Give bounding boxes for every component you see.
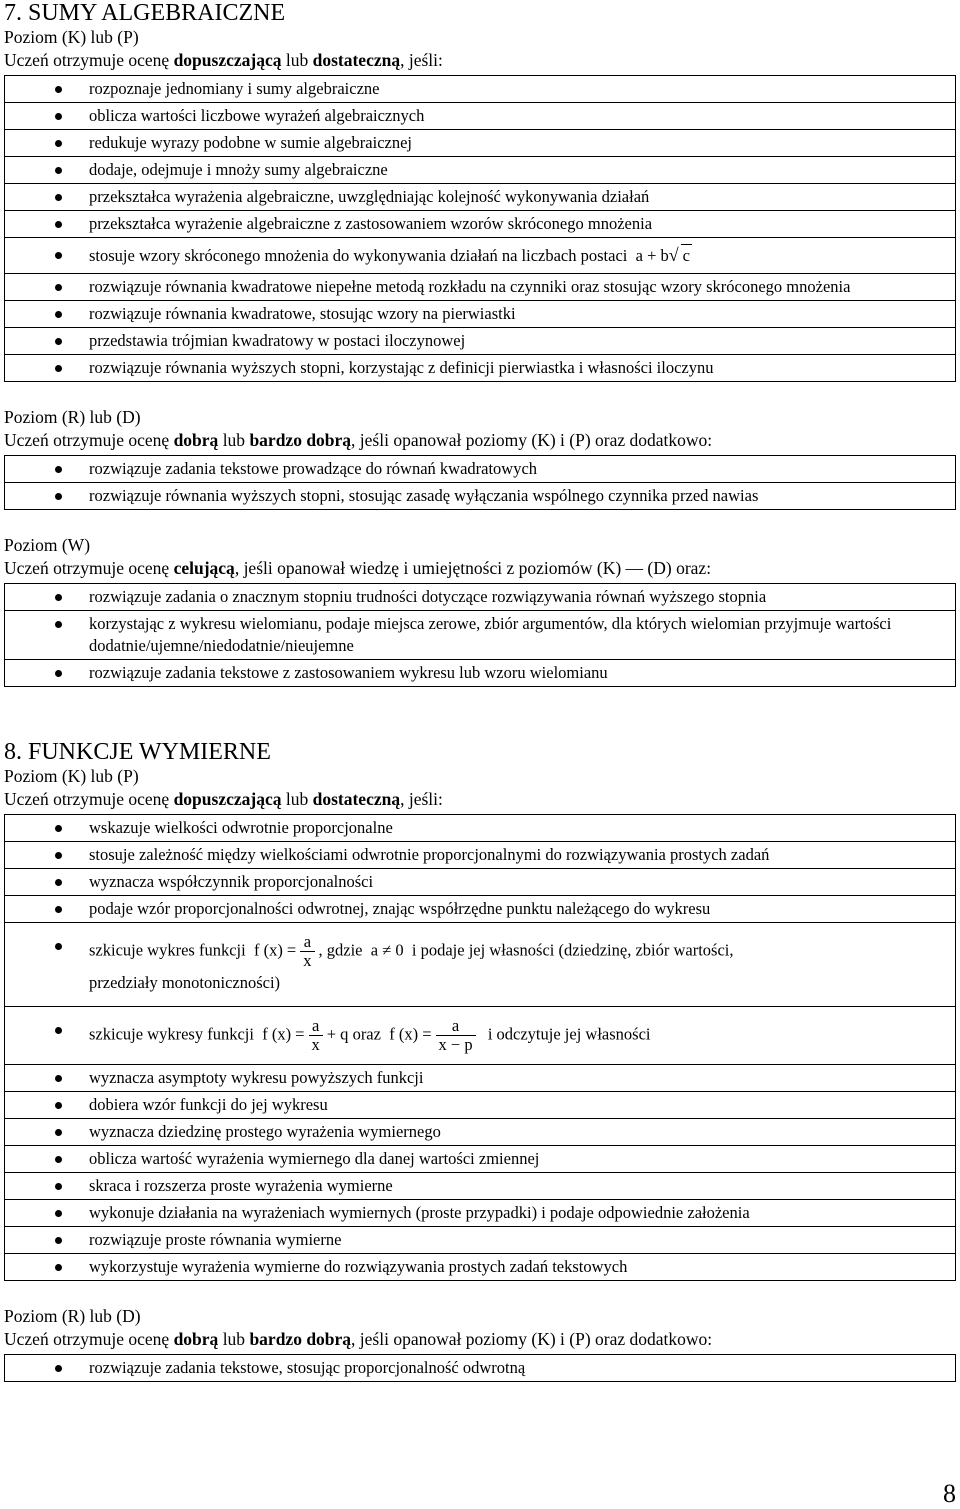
list-item: wyznacza asymptoty wykresu powyższych funkcji	[5, 1065, 955, 1092]
bullet-icon	[55, 879, 62, 886]
list-item: rozpoznaje jednomiany i sumy algebraiczne	[5, 76, 955, 103]
bullet-icon	[55, 1264, 62, 1271]
level-heading: Poziom (R) lub (D)	[4, 407, 141, 427]
criteria-table	[4, 455, 956, 510]
bullet-icon	[55, 670, 62, 677]
bullet-icon	[55, 1129, 62, 1136]
list-item: rozwiązuje zadania o znacznym stopniu trudności dotyczące rozwiązywania równań wyższego stopnia	[5, 584, 955, 611]
list-item: przekształca wyrażenia algebraiczne, uwzględniając kolejność wykonywania działań	[5, 184, 955, 211]
bullet-icon	[55, 466, 62, 473]
level-intro: Uczeń otrzymuje ocenę dopuszczającą lub dostateczną, jeśli:	[4, 789, 443, 809]
fraction: $\frac{a}{x - p}$	[436, 1017, 476, 1054]
fraction: $\frac{a}{x}$	[309, 1017, 323, 1054]
level-heading: Poziom (R) lub (D)	[4, 1306, 141, 1326]
list-item-formula: stosuje wzory skróconego mnożenia do wykonywania działań na liczbach postaci a + b√ c	[5, 238, 955, 274]
bullet-icon	[55, 113, 62, 120]
criteria-table	[4, 1354, 956, 1382]
page-number: 8	[943, 1479, 956, 1508]
bullet-icon	[55, 194, 62, 201]
section-7-title: 7. SUMY ALGEBRAICZNE	[4, 0, 286, 26]
list-item: rozwiązuje równania wyższych stopni, korzystając z definicji pierwiastka i własności iloczynu	[5, 355, 955, 381]
bullet-icon	[55, 1102, 62, 1109]
formula: a + b√ c	[635, 245, 690, 265]
list-item: wykonuje działania na wyrażeniach wymiernych (proste przypadki) i podaje odpowiednie założenia	[5, 1200, 955, 1227]
bullet-icon	[55, 86, 62, 93]
bullet-icon	[55, 1210, 62, 1217]
level-heading: Poziom (K) lub (P)	[4, 27, 139, 47]
list-item-formula: szkicuje wykres funkcji f (x) = $\frac{a}{x}$ , gdzie a ≠ 0 i podaje jej własności (dziedzinę, zbiór wartości, przedziały monotoniczności)	[5, 923, 955, 1007]
list-item: rozwiązuje równania kwadratowe, stosując wzory na pierwiastki	[5, 301, 955, 328]
criteria-table	[4, 583, 956, 687]
list-item: rozwiązuje zadania tekstowe prowadzące do równań kwadratowych	[5, 456, 955, 483]
list-item: wskazuje wielkości odwrotnie proporcjonalne	[5, 815, 955, 842]
bullet-icon	[55, 943, 62, 950]
bullet-icon	[55, 1237, 62, 1244]
list-item: stosuje zależność między wielkościami odwrotnie proporcjonalnymi do rozwiązywania prostych zadań	[5, 842, 955, 869]
list-item: rozwiązuje równania kwadratowe niepełne metodą rozkładu na czynniki oraz stosując wzory skróconego mnożenia	[5, 274, 955, 301]
bullet-icon	[55, 852, 62, 859]
bullet-icon	[55, 906, 62, 913]
bullet-icon	[55, 594, 62, 601]
level-intro: Uczeń otrzymuje ocenę celującą, jeśli opanował wiedzę i umiejętności z poziomów (K) ― (D) oraz:	[4, 558, 712, 578]
level-intro: Uczeń otrzymuje ocenę dobrą lub bardzo dobrą, jeśli opanował poziomy (K) i (P) oraz dodatkowo:	[4, 430, 713, 450]
list-item: oblicza wartości liczbowe wyrażeń algebraicznych	[5, 103, 955, 130]
bullet-icon	[55, 221, 62, 228]
section-8-title: 8. FUNKCJE WYMIERNE	[4, 739, 271, 765]
bullet-icon	[55, 1027, 62, 1034]
bullet-icon	[55, 621, 62, 628]
bullet-icon	[55, 311, 62, 318]
list-item: dobiera wzór funkcji do jej wykresu	[5, 1092, 955, 1119]
list-item: podaje wzór proporcjonalności odwrotnej, znając współrzędne punktu należącego do wykresu	[5, 896, 955, 923]
list-item: skraca i rozszerza proste wyrażenia wymierne	[5, 1173, 955, 1200]
list-item: przekształca wyrażenie algebraiczne z zastosowaniem wzorów skróconego mnożenia	[5, 211, 955, 238]
level-heading: Poziom (W)	[4, 535, 91, 555]
bullet-icon	[55, 252, 62, 259]
bullet-icon	[55, 825, 62, 832]
bullet-icon	[55, 493, 62, 500]
level-intro: Uczeń otrzymuje ocenę dobrą lub bardzo dobrą, jeśli opanował poziomy (K) i (P) oraz dodatkowo:	[4, 1329, 713, 1349]
bullet-icon	[55, 167, 62, 174]
criteria-table	[4, 75, 956, 382]
level-heading: Poziom (K) lub (P)	[4, 766, 139, 786]
bullet-icon	[55, 365, 62, 372]
bullet-icon	[55, 1365, 62, 1372]
list-item: rozwiązuje zadania tekstowe, stosując proporcjonalność odwrotną	[5, 1355, 955, 1381]
list-item: rozwiązuje równania wyższych stopni, stosując zasadę wyłączania wspólnego czynnika przed nawias	[5, 483, 955, 509]
list-item: wyznacza współczynnik proporcjonalności	[5, 869, 955, 896]
list-item: wykorzystuje wyrażenia wymierne do rozwiązywania prostych zadań tekstowych	[5, 1254, 955, 1280]
list-item: korzystając z wykresu wielomianu, podaje miejsca zerowe, zbiór argumentów, dla których wielomian przyjmuje wartości dodatnie/ujemne/niedodatnie/nieujemne	[5, 611, 955, 660]
list-item: oblicza wartość wyrażenia wymiernego dla danej wartości zmiennej	[5, 1146, 955, 1173]
bullet-icon	[55, 284, 62, 291]
list-item: wyznacza dziedzinę prostego wyrażenia wymiernego	[5, 1119, 955, 1146]
list-item: dodaje, odejmuje i mnoży sumy algebraiczne	[5, 157, 955, 184]
bullet-icon	[55, 1183, 62, 1190]
bullet-icon	[55, 338, 62, 345]
list-item: rozwiązuje zadania tekstowe z zastosowaniem wykresu lub wzoru wielomianu	[5, 660, 955, 686]
bullet-icon	[55, 1075, 62, 1082]
bullet-icon	[55, 140, 62, 147]
level-intro: Uczeń otrzymuje ocenę dopuszczającą lub dostateczną, jeśli:	[4, 50, 443, 70]
fraction: $\frac{a}{x}$	[300, 933, 314, 970]
list-item: przedstawia trójmian kwadratowy w postaci iloczynowej	[5, 328, 955, 355]
bullet-icon	[55, 1156, 62, 1163]
criteria-table	[4, 814, 956, 1281]
list-item: redukuje wyrazy podobne w sumie algebraicznej	[5, 130, 955, 157]
document-page	[4, 0, 956, 1382]
list-item-formula: szkicuje wykresy funkcji f (x) = $\frac{a}{x}$ + q oraz f (x) = $\frac{a}{x - p}$ i odczytuje jej własności	[5, 1007, 955, 1065]
list-item: rozwiązuje proste równania wymierne	[5, 1227, 955, 1254]
